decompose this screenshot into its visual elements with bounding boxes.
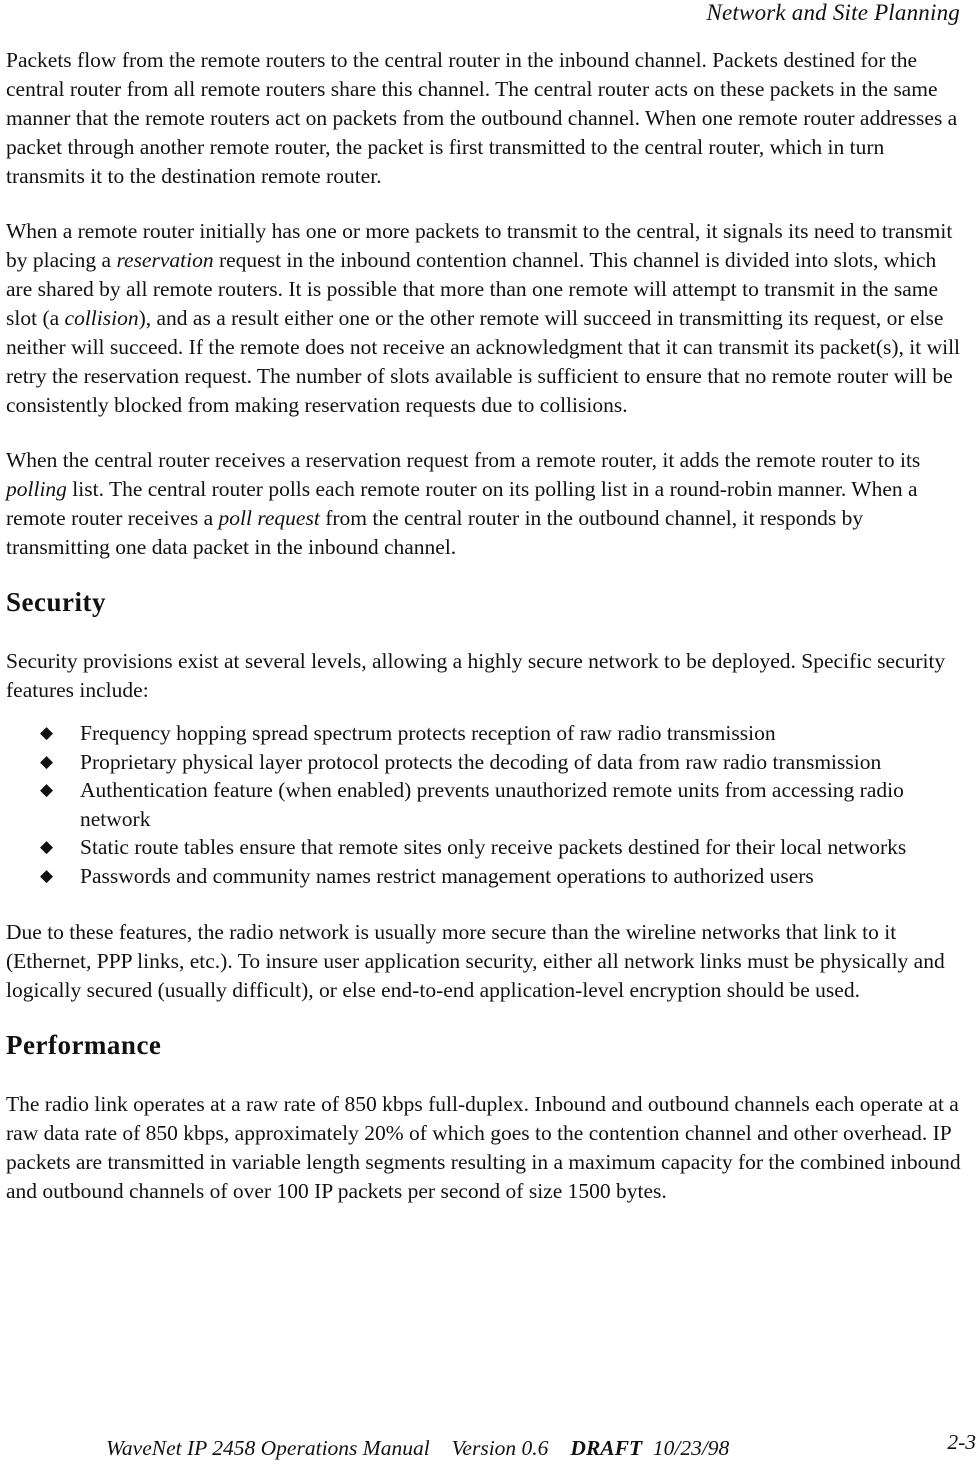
term-collision: collision [64, 306, 139, 330]
paragraph-inbound-channel: Packets flow from the remote routers to the central router in the inbound channel. Packets destined for the central router from all remote routers share this channel. The central router acts on these packets in the same manner that the remote routers act on packets from the outbound channel. When one remote router addresses a packet through another remote router, the packet is first transmitted to the central router, which in turn transmits it to the destination remote router. [6, 48, 958, 188]
list-item [40, 719, 961, 748]
heading-security: Security [6, 587, 106, 617]
list-item [40, 776, 961, 833]
page-footer [106, 1436, 729, 1461]
paragraph-reservation [6, 217, 961, 420]
paragraph-text: ), and as a result either one or the other remote will succeed in transmitting its request, or else neither will succeed. If the remote does not receive an acknowledgment that it can transmit its packet(s), it will retry the reservation request. The number of slots available is sufficient to ensure that no remote router will be consistently blocked from making reservation requests due to collisions. [6, 306, 961, 417]
term-reservation: reservation [116, 248, 214, 272]
diamond-bullet-icon: ◆ [40, 723, 54, 742]
running-header: Network and Site Planning [706, 0, 960, 25]
security-feature-list [6, 719, 961, 890]
diamond-bullet-icon: ◆ [40, 751, 54, 771]
term-poll-request: poll request [218, 506, 320, 530]
list-item [40, 833, 961, 862]
diamond-bullet-icon: ◆ [40, 780, 54, 799]
footer-version: Version 0.6 [451, 1436, 549, 1460]
list-item [40, 862, 961, 891]
footer-draft-label: DRAFT [570, 1436, 643, 1460]
list-item-text: Passwords and community names restrict management operations to authorized users [80, 863, 814, 888]
paragraph-text: list. The central router polls each remote router on its polling list in a round-robin manner. When a remote router receives a [6, 477, 918, 530]
paragraph-text: When a remote router initially has one or more packets to transmit to the central, it signals its need to transmit by placing a [6, 219, 953, 272]
paragraph-security-intro: Security provisions exist at several levels, allowing a highly secure network to be deployed. Specific security features include: [6, 649, 946, 702]
term-polling: polling [6, 477, 67, 501]
paragraph-security-closing: Due to these features, the radio network is usually more secure than the wireline networks that link to it (Ethernet, PPP links, etc.). To insure user application security, either all network links must be physically and logically secured (usually difficult), or else end-to-end application-level encryption should be used. [6, 920, 945, 1002]
list-item-text: Frequency hopping spread spectrum protects reception of raw radio transmission [80, 721, 776, 745]
list-item-text: Authentication feature (when enabled) prevents unauthorized remote units from accessing radio network [80, 778, 904, 831]
list-item-text: Proprietary physical layer protocol protects the decoding of data from raw radio transmission [80, 749, 882, 774]
list-item-text: Static route tables ensure that remote sites only receive packets destined for their local networks [80, 835, 907, 859]
page-number: 2-3 [947, 1430, 976, 1454]
heading-performance: Performance [6, 1030, 162, 1060]
diamond-bullet-icon: ◆ [40, 837, 54, 856]
page-content [6, 46, 961, 1232]
diamond-bullet-icon: ◆ [40, 865, 54, 885]
footer-manual-title: WaveNet IP 2458 Operations Manual [106, 1436, 430, 1460]
paragraph-performance: The radio link operates at a raw rate of 850 kbps full-duplex. Inbound and outbound channels each operate at a raw data rate of 850 kbps, approximately 20% of which goes to the contention channel and other overhead. IP packets are transmitted in variable length segments resulting in a maximum capacity for the combined inbound and outbound channels of over 100 IP packets per second of size 1500 bytes. [6, 1092, 961, 1203]
paragraph-text: from the central router in the outbound channel, it responds by transmitting one data packet in the inbound channel. [6, 506, 864, 559]
paragraph-polling [6, 446, 961, 562]
list-item [40, 748, 961, 777]
paragraph-text: request in the inbound contention channel. This channel is divided into slots, which are shared by all remote routers. It is possible that more than one remote will attempt to transmit in the same slot (a [6, 248, 939, 330]
footer-date: 10/23/98 [652, 1436, 730, 1460]
paragraph-text: When the central router receives a reservation request from a remote router, it adds the remote router to its [6, 448, 921, 472]
